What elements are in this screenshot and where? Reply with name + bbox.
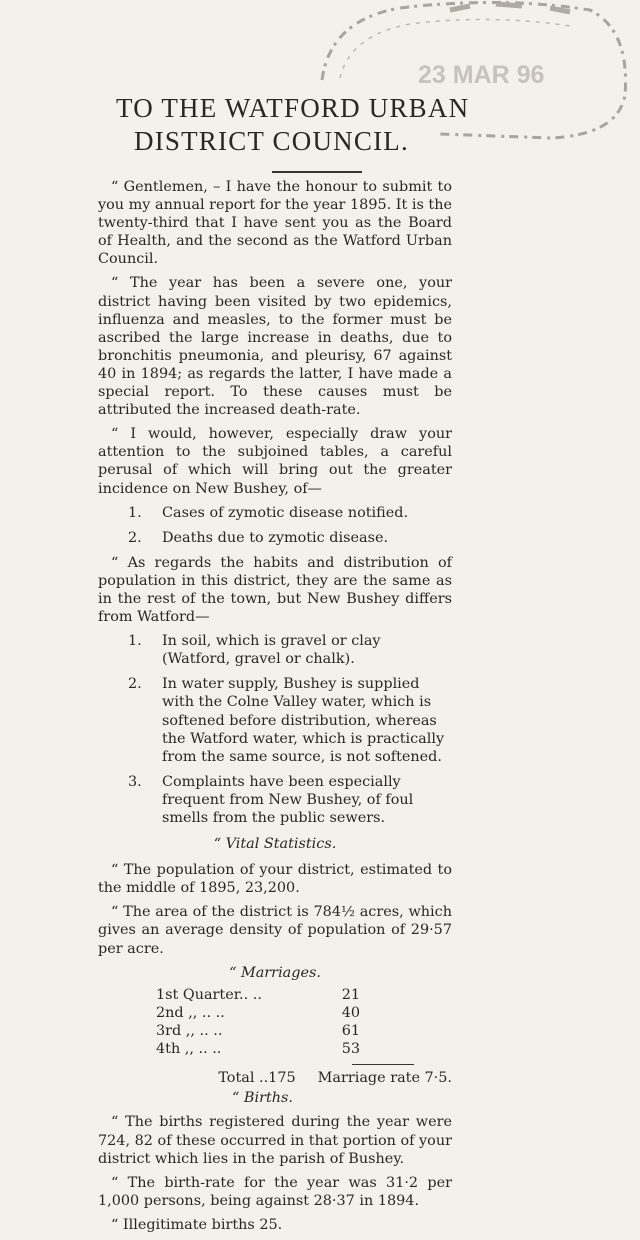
paragraph-tables: “ I would, however, especially draw your attention to the subjoined tables, a careful perusal of which will bring out the greater incidence on New Bushey, of—: [98, 426, 452, 497]
heading-line-2: DISTRICT COUNCIL.: [134, 126, 409, 156]
list-item: 3. Complaints have been especially frequent from New Bushey, of foul smells from the public sewers.: [128, 773, 414, 826]
total-divider: [352, 1064, 414, 1066]
paragraph-births-registered: “ The births registered during the year were 724, 82 of these occurred in that portion of your district which lies in the parish of Bushey.: [98, 1114, 452, 1167]
list-item: 1. Cases of zymotic disease notified.: [128, 504, 409, 521]
total-value: 175: [268, 1070, 296, 1087]
paragraph-population-habits: “ As regards the habits and distribution of population in this district, they are the same as in the rest of the town, but New Bushey differs from Watford—: [98, 554, 452, 626]
stamp-date: 23 MAR 96: [418, 61, 545, 89]
marriages-total: [98, 1069, 452, 1087]
table-row: 4th ,, .. .. 53: [156, 1040, 360, 1057]
paragraph-illegitimate: “ Illegitimate births 25.: [111, 1216, 283, 1233]
incidence-list: [98, 504, 452, 547]
marriages-table: [156, 986, 376, 1058]
births-heading: “ Births.: [232, 1090, 293, 1107]
differences-list: [98, 632, 452, 827]
list-item: 1. In soil, which is gravel or clay (Watford, gravel or chalk).: [128, 633, 381, 668]
table-row: 1st Quarter.. .. 21: [156, 986, 360, 1003]
list-item: 2. Deaths due to zymotic disease.: [128, 529, 389, 546]
paragraph-epidemics: “ The year has been a severe one, your district having been visited by two epidemics, influenza and measles, to the former must be ascribed the large increase in deaths, due to bronchitis pneumonia, and pleurisy, 67 against 40 in 1894; as regards the latter, I have made a special report. To these causes must be attributed the increased death-rate.: [98, 275, 452, 419]
report-body: [98, 178, 452, 1240]
table-row: 2nd ,, .. .. 40: [156, 1004, 360, 1021]
heading-line-1: TO THE WATFORD URBAN: [116, 93, 470, 123]
paragraph-greeting: “ Gentlemen, – I have the honour to submit to you my annual report for the year 1895. It is the twenty-third that I have sent you as the Board of Health, and the second as the Watford Urban Council.: [98, 179, 452, 268]
vital-statistics-heading: “ Vital Statistics.: [213, 836, 337, 853]
marriage-rate: Marriage rate 7·5.: [317, 1070, 452, 1087]
table-row: 3rd ,, .. .. 61: [156, 1022, 360, 1039]
document-heading: [116, 92, 469, 158]
paragraph-birth-rate: “ The birth-rate for the year was 31·2 per 1,000 persons, being against 28·37 in 1894.: [98, 1174, 452, 1209]
paragraph-population: “ The population of your district, estimated to the middle of 1895, 23,200.: [98, 862, 452, 897]
heading-divider: [272, 171, 362, 173]
paragraph-area: “ The area of the district is 784½ acres, which gives an average density of population of 29·57 per acre.: [98, 904, 452, 957]
marriages-heading: “ Marriages.: [229, 964, 321, 981]
list-item: 2. In water supply, Bushey is supplied with the Colne Valley water, which is softened before distribution, whereas the Watford water, which is practically from the same source, is not softened.: [128, 676, 445, 765]
total-label: Total ..: [218, 1070, 269, 1087]
